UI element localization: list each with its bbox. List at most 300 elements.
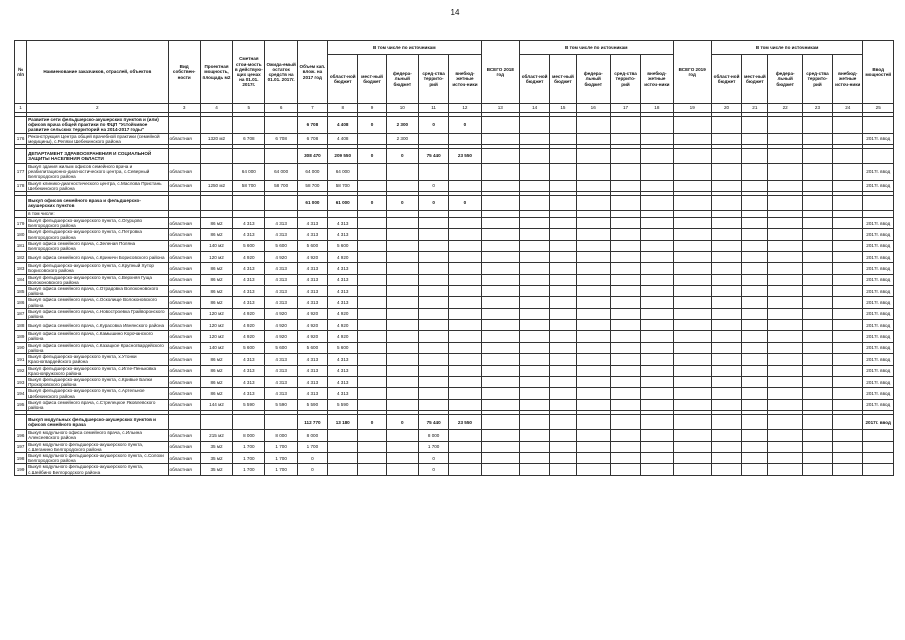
empty-cell [802,218,832,229]
col-type: Вид собствен-ности [168,41,200,104]
estimated-cost: 4 313 [233,263,265,274]
empty-cell [802,286,832,297]
extrabudget-funds [449,229,481,240]
territory-funds [418,399,448,410]
empty-cell [802,430,832,441]
territory-funds [418,308,448,319]
empty-cell [641,218,673,229]
empty-cell [576,252,610,263]
territory-funds: 8 000 [418,430,448,441]
empty-cell [519,180,549,191]
empty-cell [576,452,610,463]
volume-2017: 4 313 [297,274,327,285]
empty-cell [711,331,741,342]
regional-budget: 4 920 [328,308,358,319]
empty-cell [742,252,768,263]
local-budget [358,263,386,274]
empty-cell [641,342,673,353]
empty-cell [610,430,640,441]
empty-cell [576,218,610,229]
empty-cell [711,274,741,285]
table-row [15,229,894,240]
table-row [15,252,894,263]
capacity: 1250 м2 [200,180,232,191]
empty-cell [768,133,802,144]
empty-cell [768,164,802,181]
empty-cell [519,297,549,308]
empty-cell [641,196,673,211]
empty-cell [610,342,640,353]
empty-cell [742,430,768,441]
local-budget [358,229,386,240]
empty-cell [610,252,640,263]
empty-cell [673,117,711,134]
group-2017-sources: В том числе по источникам [328,41,482,55]
empty-cell [519,342,549,353]
federal-budget [386,218,418,229]
empty-cell [576,399,610,410]
row-number: 180 [15,229,27,240]
object-name: Развитие сети фельдшерско-акушерских пунктов и (или) офисов врача общей практики по ФЦП "Устойчивое развитие сельских территорий на 2014-2017 годы" [27,117,168,134]
regional-budget: 4 408 [328,117,358,134]
local-budget [358,218,386,229]
local-budget [358,320,386,331]
table-row [15,399,894,410]
expected-rest: 4 313 [265,365,297,376]
row-number: 181 [15,240,27,251]
empty-cell [673,240,711,251]
federal-budget: 2 300 [386,117,418,134]
empty-cell [711,117,741,134]
empty-cell [833,218,863,229]
empty-cell [711,180,741,191]
territory-funds: 0 [418,180,448,191]
federal-budget: 0 [386,196,418,211]
local-budget [358,240,386,251]
volume-2017: 112 770 [297,415,327,430]
ownership-type: областная [168,218,200,229]
regional-budget: 4 313 [328,376,358,387]
empty-cell [802,274,832,285]
empty-cell [576,430,610,441]
regional-budget [328,441,358,452]
empty-cell [673,263,711,274]
empty-cell [519,286,549,297]
ownership-type: областная [168,180,200,191]
territory-funds [418,376,448,387]
row-number: 191 [15,354,27,365]
regional-budget [328,452,358,463]
estimated-cost: 58 700 [233,180,265,191]
empty-cell [711,342,741,353]
column-number-row [15,104,894,113]
empty-cell [641,133,673,144]
empty-cell [610,117,640,134]
regional-budget: 4 313 [328,274,358,285]
volume-2017: 4 313 [297,229,327,240]
empty-cell [673,331,711,342]
object-name: Выкуп модульного фельдшерско-акушерского пункта, с.Солохи Белгородского района [27,452,168,463]
local-budget: 0 [358,415,386,430]
commission-note [863,117,894,134]
section-row [15,149,894,164]
col-2018-federal: федера-льный бюджет [576,55,610,104]
empty-cell [641,240,673,251]
empty-cell [550,274,576,285]
federal-budget [386,331,418,342]
capacity: 120 м2 [200,308,232,319]
col-vol-2017: Объем кап. влож. на 2017 год [297,41,327,104]
empty-cell [550,342,576,353]
empty-cell [742,229,768,240]
row-number: 178 [15,180,27,191]
row-number: 187 [15,308,27,319]
empty-cell [481,415,519,430]
estimated-cost: 8 000 [233,430,265,441]
empty-cell [550,229,576,240]
column-number: 16 [576,104,610,113]
empty-cell [481,149,519,164]
empty-cell [802,464,832,475]
empty-cell [610,149,640,164]
capacity: 86 м2 [200,274,232,285]
empty-cell [742,117,768,134]
empty-cell [742,274,768,285]
empty-cell [768,365,802,376]
empty-cell [641,297,673,308]
ownership-type: областная [168,240,200,251]
table-row [15,354,894,365]
regional-budget: 5 590 [328,399,358,410]
empty-cell [742,342,768,353]
volume-2017: 4 313 [297,365,327,376]
capacity [200,149,232,164]
capacity: 35 м2 [200,441,232,452]
federal-budget [386,399,418,410]
table-body [15,113,894,476]
empty-cell [802,180,832,191]
row-number: 183 [15,263,27,274]
capacity: 86 м2 [200,297,232,308]
empty-cell [768,388,802,399]
empty-cell [576,263,610,274]
empty-cell [711,365,741,376]
volume-2017: 61 000 [297,196,327,211]
empty-cell [610,229,640,240]
capacity: 215 м2 [200,430,232,441]
empty-cell [802,252,832,263]
empty-cell [768,452,802,463]
section-row [15,196,894,211]
empty-cell [550,365,576,376]
empty-cell [768,297,802,308]
empty-cell [833,196,863,211]
volume-2017: 64 000 [297,164,327,181]
empty-cell [833,365,863,376]
empty-cell [641,399,673,410]
table-row [15,430,894,441]
column-number: 8 [328,104,358,113]
empty-cell [641,180,673,191]
ownership-type [168,211,200,218]
ownership-type: областная [168,430,200,441]
territory-funds: 0 [418,464,448,475]
empty-cell [519,376,549,387]
empty-cell [802,415,832,430]
empty-cell [673,218,711,229]
empty-cell [768,342,802,353]
group-2019-sources: В том числе по источникам [711,41,863,55]
ownership-type: областная [168,320,200,331]
territory-funds [418,274,448,285]
row-number: 188 [15,320,27,331]
capacity: 120 м2 [200,331,232,342]
empty-cell [802,297,832,308]
territory-funds [418,133,448,144]
empty-cell [610,164,640,181]
local-budget [358,365,386,376]
empty-cell [802,149,832,164]
empty-cell [742,263,768,274]
empty-cell [610,452,640,463]
empty-cell [550,452,576,463]
object-name: Выкуп офиса семейного врача, с.Камышино Корочанского района [27,331,168,342]
empty-cell [742,180,768,191]
expected-rest: 4 313 [265,388,297,399]
empty-cell [481,133,519,144]
empty-cell [802,452,832,463]
empty-cell [768,240,802,251]
extrabudget-funds [449,342,481,353]
column-number: 24 [833,104,863,113]
table-row [15,365,894,376]
column-number: 13 [481,104,519,113]
empty-cell [576,196,610,211]
empty-cell [481,464,519,475]
local-budget: 0 [358,196,386,211]
empty-cell [742,388,768,399]
volume-2017: 1 700 [297,441,327,452]
federal-budget [386,211,418,218]
estimated-cost [233,415,265,430]
empty-cell [481,263,519,274]
estimated-cost: 1 700 [233,464,265,475]
expected-rest [265,211,297,218]
empty-cell [519,133,549,144]
local-budget [358,308,386,319]
territory-funds: 0 [418,452,448,463]
commission-note [863,464,894,475]
empty-cell [519,430,549,441]
regional-budget: 4 408 [328,133,358,144]
empty-cell [481,240,519,251]
regional-budget [328,430,358,441]
ownership-type [168,196,200,211]
empty-cell [673,274,711,285]
ownership-type [168,149,200,164]
col-2017-local: мест-ный бюджет [358,55,386,104]
table-row [15,297,894,308]
empty-cell [519,240,549,251]
capacity [200,196,232,211]
federal-budget [386,354,418,365]
estimated-cost: 4 920 [233,308,265,319]
local-budget [358,441,386,452]
volume-2017: 5 590 [297,399,327,410]
empty-cell [673,376,711,387]
empty-cell [768,274,802,285]
empty-cell [742,286,768,297]
empty-cell [673,297,711,308]
empty-cell [610,365,640,376]
empty-cell [519,399,549,410]
empty-cell [742,211,768,218]
volume-2017: 0 [297,452,327,463]
ownership-type: областная [168,354,200,365]
regional-budget: 4 313 [328,286,358,297]
volume-2017: 6 708 [297,117,327,134]
column-number: 12 [449,104,481,113]
local-budget [358,452,386,463]
row-number [15,117,27,134]
table-header [15,41,894,113]
regional-budget: 64 000 [328,164,358,181]
volume-2017: 0 [297,464,327,475]
column-number: 22 [768,104,802,113]
empty-cell [833,164,863,181]
commission-note: 2017г. ввод [863,415,894,430]
volume-2017: 4 313 [297,297,327,308]
empty-cell [519,308,549,319]
row-number: 184 [15,274,27,285]
empty-cell [481,211,519,218]
local-budget [358,252,386,263]
empty-cell [711,452,741,463]
ownership-type: областная [168,331,200,342]
ownership-type: областная [168,274,200,285]
empty-cell [576,365,610,376]
empty-cell [711,376,741,387]
commission-note: 2017г. ввод [863,308,894,319]
volume-2017: 6 708 [297,133,327,144]
empty-cell [550,430,576,441]
empty-cell [711,354,741,365]
empty-cell [711,252,741,263]
row-number: 189 [15,331,27,342]
commission-note: 2017г. ввод [863,164,894,181]
empty-cell [673,308,711,319]
column-number: 23 [802,104,832,113]
extrabudget-funds [449,164,481,181]
empty-cell [833,399,863,410]
empty-cell [641,376,673,387]
empty-cell [576,164,610,181]
empty-cell [481,229,519,240]
expected-rest: 8 000 [265,430,297,441]
empty-cell [481,180,519,191]
empty-cell [768,149,802,164]
empty-cell [519,196,549,211]
empty-cell [610,388,640,399]
empty-cell [711,388,741,399]
federal-budget [386,388,418,399]
capacity [200,164,232,181]
ownership-type: областная [168,342,200,353]
territory-funds [418,365,448,376]
empty-cell [550,354,576,365]
empty-cell [481,164,519,181]
empty-cell [576,211,610,218]
federal-budget [386,464,418,475]
empty-cell [641,354,673,365]
empty-cell [833,117,863,134]
empty-cell [481,252,519,263]
estimated-cost: 1 700 [233,452,265,463]
regional-budget: 4 920 [328,252,358,263]
empty-cell [742,464,768,475]
federal-budget [386,308,418,319]
empty-cell [576,354,610,365]
empty-cell [711,441,741,452]
empty-cell [641,117,673,134]
empty-cell [481,376,519,387]
empty-cell [481,354,519,365]
object-name: Выкуп офиса семейного врача, с.Казацкое Красногвардейского района [27,342,168,353]
empty-cell [550,308,576,319]
expected-rest: 4 313 [265,229,297,240]
empty-cell [711,464,741,475]
extrabudget-funds [449,263,481,274]
empty-cell [610,376,640,387]
capacity: 86 м2 [200,365,232,376]
empty-cell [576,133,610,144]
commission-note [863,452,894,463]
object-name: Выкуп офиса семейного врача, с.Криничн Борисовского района [27,252,168,263]
empty-cell [641,308,673,319]
empty-cell [802,342,832,353]
empty-cell [673,180,711,191]
extrabudget-funds [449,240,481,251]
col-capacity: Проектная мощность, площадь м2 [200,41,232,104]
commission-note: 2017г. ввод [863,354,894,365]
row-number: 197 [15,441,27,452]
extrabudget-funds [449,354,481,365]
empty-cell [768,331,802,342]
empty-cell [742,164,768,181]
object-name: Выкуп офиса семейного врача, с.Стрелецкое Яковлевского района [27,399,168,410]
empty-cell [802,229,832,240]
commission-note: 2017г. ввод [863,365,894,376]
ownership-type: областная [168,263,200,274]
empty-cell [742,452,768,463]
territory-funds: 1 700 [418,441,448,452]
empty-cell [519,354,549,365]
local-budget [358,354,386,365]
capacity: 120 м2 [200,320,232,331]
regional-budget: 61 000 [328,196,358,211]
empty-cell [641,263,673,274]
regional-budget: 5 600 [328,342,358,353]
federal-budget [386,229,418,240]
federal-budget [386,263,418,274]
table-row [15,320,894,331]
expected-rest: 6 708 [265,133,297,144]
territory-funds [418,240,448,251]
commission-note: 2017г. ввод [863,331,894,342]
empty-cell [550,180,576,191]
regional-budget: 5 600 [328,240,358,251]
empty-cell [481,430,519,441]
